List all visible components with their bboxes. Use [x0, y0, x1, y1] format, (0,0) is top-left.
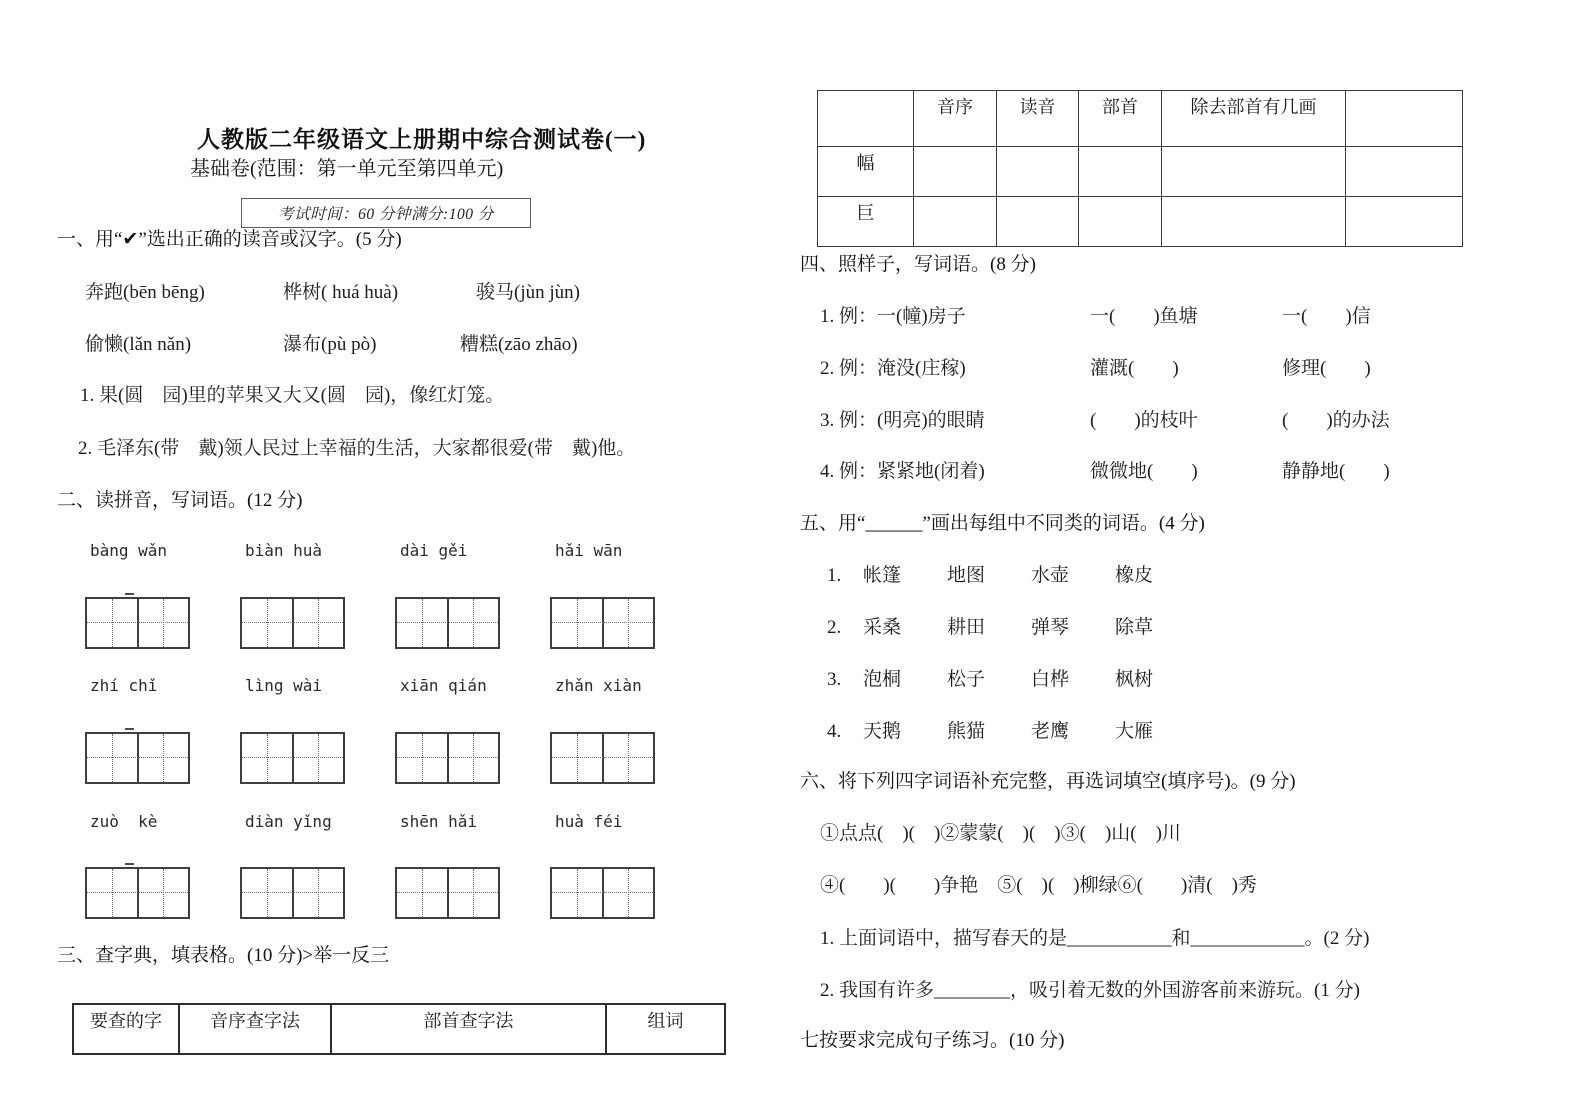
word: 水壶 — [1031, 565, 1070, 586]
word: 白桦 — [1031, 669, 1070, 690]
table-cell — [914, 147, 997, 197]
page-title: 人教版二年级语文上册期中综合测试卷(一) — [197, 127, 647, 152]
section5-heading: 五、用“______”画出每组中不同类的词语。(4 分) — [800, 513, 1205, 534]
table-row — [818, 147, 1463, 197]
writing-grid — [395, 867, 500, 919]
table-cell — [1079, 197, 1162, 247]
word: 枫树 — [1115, 669, 1154, 690]
stray-mark — [125, 593, 134, 595]
item-number: 1. — [827, 565, 842, 586]
writing-grid-row-3 — [85, 867, 655, 919]
blank-phrase: 灌溉( ) — [1090, 358, 1179, 379]
section1-word: 偷懒(lǎn nǎn) — [85, 334, 192, 355]
blank-phrase: 一( )信 — [1282, 306, 1371, 327]
pinyin-label: diàn yǐng — [245, 812, 332, 831]
page-subtitle: 基础卷(范围：第一单元至第四单元) — [190, 158, 504, 180]
pinyin-row-2 — [90, 676, 710, 695]
word: 老鹰 — [1031, 721, 1070, 742]
table-header-cell: 读音 — [997, 91, 1079, 147]
section6-subquestion-1: 1. 上面词语中，描写春天的是___________和____________。(2 分) — [820, 928, 1370, 949]
idiom-fill-line-2: ④( )( )争艳 ⑤( )( )柳绿⑥( )清( )秀 — [820, 875, 1257, 896]
dictionary-lookup-table-right — [817, 90, 1463, 247]
pinyin-label: dài gěi — [400, 541, 468, 560]
word-group-row — [827, 616, 1153, 639]
table-header-cell: 要查的字 — [73, 1004, 179, 1054]
word: 熊猫 — [947, 721, 986, 742]
section1-word: 桦树( huá huà) — [283, 282, 399, 303]
exam-info-text: 考试时间：60 分钟满分:100 分 — [278, 206, 494, 223]
pinyin-label: zhí chǐ — [90, 676, 158, 695]
table-cell — [1162, 197, 1346, 247]
section1-word: 瀑布(pù pò) — [283, 334, 377, 355]
example-phrase: 3. 例：(明亮)的眼睛 — [820, 410, 985, 431]
writing-grid — [395, 597, 500, 649]
pinyin-label: shēn hǎi — [400, 812, 478, 831]
pinyin-row-1 — [90, 541, 710, 560]
item-number: 2. — [827, 617, 842, 638]
blank-phrase: ( )的办法 — [1282, 410, 1390, 431]
blank-phrase: 修理( ) — [1282, 358, 1371, 379]
table-header-cell: 部首 — [1079, 91, 1162, 147]
section1-sentence-1: 1. 果(圆 园)里的苹果又大又(圆 园)，像红灯笼。 — [80, 385, 505, 406]
table-header-cell: 部首查字法 — [331, 1004, 606, 1054]
table-cell — [1162, 147, 1346, 197]
pinyin-label: biàn huà — [245, 541, 323, 560]
word-group-row — [827, 720, 1153, 743]
table-cell: 幅 — [818, 147, 914, 197]
example-phrase: 1. 例：一(幢)房子 — [820, 306, 966, 327]
word: 耕田 — [947, 617, 986, 638]
item-number: 4. — [827, 721, 842, 742]
exam-info-box — [241, 198, 531, 228]
pinyin-label: bàng wǎn — [90, 541, 168, 560]
word: 帐篷 — [863, 565, 902, 586]
word-group-row — [827, 564, 1153, 587]
pinyin-label: lìng wài — [245, 676, 323, 695]
stray-mark — [125, 728, 134, 730]
pinyin-label: huà féi — [555, 812, 623, 831]
section1-sentence-2: 2. 毛泽东(带 戴)领人民过上幸福的生活，大家都很爱(带 戴)他。 — [78, 438, 636, 459]
idiom-fill-line-1: ①点点( )( )②蒙蒙( )( )③( )山( )川 — [820, 823, 1181, 844]
pinyin-label: xiān qián — [400, 676, 487, 695]
section1-heading: 一、用“✔”选出正确的读音或汉字。(5 分) — [57, 229, 402, 250]
word: 地图 — [947, 565, 986, 586]
writing-grid — [85, 867, 190, 919]
table-header-cell — [818, 91, 914, 147]
section1-word: 骏马(jùn jùn) — [476, 282, 580, 303]
word: 天鹅 — [863, 721, 902, 742]
pinyin-row-3 — [90, 812, 710, 831]
section2-heading: 二、读拼音，写词语。(12 分) — [57, 490, 303, 511]
word: 松子 — [947, 669, 986, 690]
blank-phrase: 静静地( ) — [1282, 461, 1390, 482]
writing-grid — [85, 732, 190, 784]
writing-grid-row-1 — [85, 597, 655, 649]
section3-heading: 三、查字典，填表格。(10 分)>举一反三 — [57, 945, 390, 966]
table-cell — [914, 197, 997, 247]
word-group-row — [827, 668, 1153, 691]
blank-phrase: ( )的枝叶 — [1090, 410, 1198, 431]
section6-subquestion-2: 2. 我国有许多________，吸引着无数的外国游客前来游玩。(1 分) — [820, 980, 1360, 1001]
writing-grid — [550, 867, 655, 919]
table-cell: 巨 — [818, 197, 914, 247]
writing-grid — [395, 732, 500, 784]
item-number: 3. — [827, 669, 842, 690]
word: 采桑 — [863, 617, 902, 638]
word: 弹琴 — [1031, 617, 1070, 638]
writing-grid — [240, 867, 345, 919]
word: 橡皮 — [1115, 565, 1154, 586]
writing-grid-row-2 — [85, 732, 655, 784]
table-cell — [997, 147, 1079, 197]
writing-grid — [240, 597, 345, 649]
section1-word: 奔跑(bēn bēng) — [85, 282, 205, 303]
blank-phrase: 一( )鱼塘 — [1090, 306, 1198, 327]
table-cell — [1346, 197, 1463, 247]
pinyin-label: hǎi wān — [555, 541, 623, 560]
section7-heading: 七按要求完成句子练习。(10 分) — [800, 1030, 1065, 1051]
table-header-cell: 组词 — [606, 1004, 725, 1054]
table-cell — [1079, 147, 1162, 197]
writing-grid — [550, 597, 655, 649]
table-header-cell: 除去部首有几画 — [1162, 91, 1346, 147]
example-phrase: 2. 例：淹没(庄稼) — [820, 358, 966, 379]
word: 除草 — [1115, 617, 1154, 638]
table-row — [818, 197, 1463, 247]
section6-heading: 六、将下列四字词语补充完整，再选词填空(填序号)。(9 分) — [800, 771, 1296, 792]
section4-heading: 四、照样子，写词语。(8 分) — [800, 254, 1036, 275]
writing-grid — [240, 732, 345, 784]
table-header-cell: 音序查字法 — [179, 1004, 331, 1054]
pinyin-label: zhǎn xiàn — [555, 676, 642, 695]
table-cell — [997, 197, 1079, 247]
blank-phrase: 微微地( ) — [1090, 461, 1198, 482]
table-cell — [1346, 147, 1463, 197]
word: 泡桐 — [863, 669, 902, 690]
stray-mark — [125, 863, 134, 865]
table-header-cell: 音序 — [914, 91, 997, 147]
word: 大雁 — [1115, 721, 1154, 742]
example-phrase: 4. 例：紧紧地(闭着) — [820, 461, 985, 482]
writing-grid — [550, 732, 655, 784]
table-header-cell — [1346, 91, 1463, 147]
writing-grid — [85, 597, 190, 649]
pinyin-label: zuò kè — [90, 812, 158, 831]
dictionary-lookup-table-left — [72, 1003, 726, 1055]
section1-word: 糟糕(zāo zhāo) — [460, 334, 578, 355]
